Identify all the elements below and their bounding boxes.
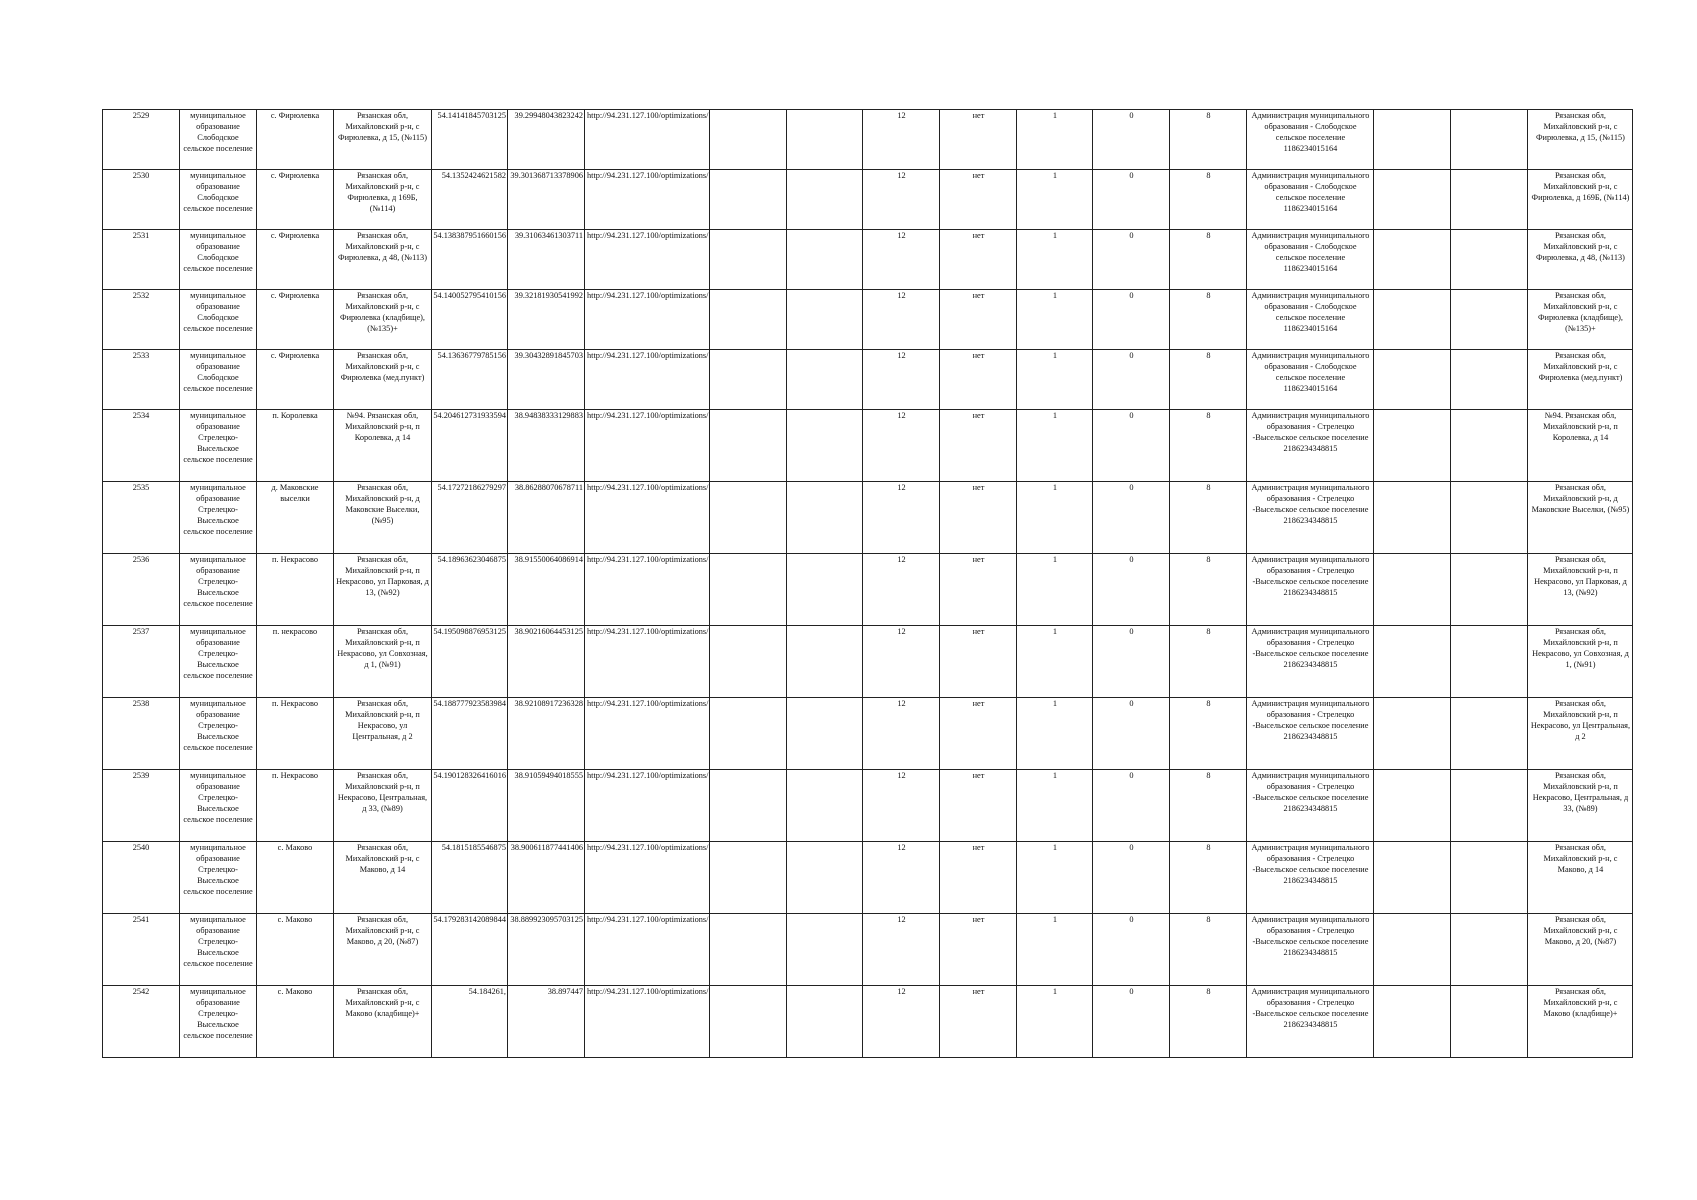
cell-col-9 bbox=[787, 482, 863, 554]
cell-municipality: муниципальное образование Стрелецко-Высельское сельское поселение bbox=[180, 770, 257, 842]
table-row bbox=[103, 842, 1633, 914]
registry-table-body bbox=[103, 110, 1633, 1058]
cell-col-9 bbox=[787, 410, 863, 482]
cell-address-repeat: Рязанская обл, Михайловский р-н, п Некрасово, Центральная, д 33, (№89) bbox=[1528, 770, 1633, 842]
cell-url: http://94.231.127.100/optimizations/ bbox=[585, 770, 710, 842]
cell-col-10: 12 bbox=[863, 770, 940, 842]
table-row bbox=[103, 914, 1633, 986]
cell-url: http://94.231.127.100/optimizations/ bbox=[585, 350, 710, 410]
cell-organization: Администрация муниципального образования - Стрелецко -Высельское сельское поселение 2186234348815 bbox=[1247, 986, 1374, 1058]
cell-col-16 bbox=[1374, 626, 1451, 698]
table-row bbox=[103, 554, 1633, 626]
cell-settlement: п. Некрасово bbox=[257, 698, 334, 770]
cell-longitude: 38.90216064453125 bbox=[508, 626, 585, 698]
cell-organization: Администрация муниципального образования - Слободское сельское поселение 1186234015164 bbox=[1247, 110, 1374, 170]
cell-address: Рязанская обл, Михайловский р-н, п Некрасово, ул Центральная, д 2 bbox=[334, 698, 432, 770]
cell-col-13: 0 bbox=[1093, 290, 1170, 350]
cell-address: Рязанская обл, Михайловский р-н, с Маково (кладбище)+ bbox=[334, 986, 432, 1058]
cell-municipality: муниципальное образование Стрелецко-Высельское сельское поселение bbox=[180, 554, 257, 626]
cell-empty bbox=[710, 170, 787, 230]
cell-col-10: 12 bbox=[863, 698, 940, 770]
cell-col-9 bbox=[787, 626, 863, 698]
cell-col-17 bbox=[1451, 554, 1528, 626]
cell-address: Рязанская обл, Михайловский р-н, п Некрасово, ул Парковая, д 13, (№92) bbox=[334, 554, 432, 626]
cell-municipality: муниципальное образование Стрелецко-Высельское сельское поселение bbox=[180, 410, 257, 482]
cell-address: Рязанская обл, Михайловский р-н, с Маково, д 14 bbox=[334, 842, 432, 914]
cell-address-repeat: Рязанская обл, Михайловский р-н, с Фирюлевка (кладбище), (№135)+ bbox=[1528, 290, 1633, 350]
cell-col-12: 1 bbox=[1017, 698, 1093, 770]
cell-col-9 bbox=[787, 230, 863, 290]
cell-col-9 bbox=[787, 698, 863, 770]
cell-settlement: с. Фирюлевка bbox=[257, 290, 334, 350]
cell-url: http://94.231.127.100/optimizations/ bbox=[585, 482, 710, 554]
cell-settlement: с. Маково bbox=[257, 842, 334, 914]
cell-col-12: 1 bbox=[1017, 410, 1093, 482]
cell-latitude: 54.18963623046875 bbox=[432, 554, 508, 626]
cell-address: Рязанская обл, Михайловский р-н, с Фирюлевка (кладбище), (№135)+ bbox=[334, 290, 432, 350]
cell-row-number: 2530 bbox=[103, 170, 180, 230]
cell-row-number: 2541 bbox=[103, 914, 180, 986]
cell-col-13: 0 bbox=[1093, 914, 1170, 986]
cell-address-repeat: Рязанская обл, Михайловский р-н, п Некрасово, ул Парковая, д 13, (№92) bbox=[1528, 554, 1633, 626]
cell-row-number: 2532 bbox=[103, 290, 180, 350]
cell-settlement: с. Фирюлевка bbox=[257, 230, 334, 290]
cell-col-14: 8 bbox=[1170, 770, 1247, 842]
cell-col-9 bbox=[787, 770, 863, 842]
cell-col-11: нет bbox=[940, 110, 1017, 170]
cell-col-14: 8 bbox=[1170, 110, 1247, 170]
cell-settlement: с. Фирюлевка bbox=[257, 110, 334, 170]
table-row bbox=[103, 482, 1633, 554]
cell-longitude: 38.91059494018555 bbox=[508, 770, 585, 842]
cell-col-16 bbox=[1374, 986, 1451, 1058]
cell-url: http://94.231.127.100/optimizations/ bbox=[585, 554, 710, 626]
cell-col-11: нет bbox=[940, 914, 1017, 986]
cell-col-16 bbox=[1374, 914, 1451, 986]
cell-latitude: 54.138387951660156 bbox=[432, 230, 508, 290]
cell-organization: Администрация муниципального образования - Слободское сельское поселение 1186234015164 bbox=[1247, 290, 1374, 350]
cell-col-17 bbox=[1451, 410, 1528, 482]
cell-url: http://94.231.127.100/optimizations/ bbox=[585, 698, 710, 770]
cell-empty bbox=[710, 482, 787, 554]
table-row bbox=[103, 230, 1633, 290]
cell-col-16 bbox=[1374, 410, 1451, 482]
cell-address-repeat: Рязанская обл, Михайловский р-н, с Маково, д 20, (№87) bbox=[1528, 914, 1633, 986]
cell-col-17 bbox=[1451, 842, 1528, 914]
table-row bbox=[103, 290, 1633, 350]
cell-empty bbox=[710, 986, 787, 1058]
cell-latitude: 54.140052795410156 bbox=[432, 290, 508, 350]
cell-col-11: нет bbox=[940, 230, 1017, 290]
cell-col-11: нет bbox=[940, 626, 1017, 698]
cell-longitude: 39.301368713378906 bbox=[508, 170, 585, 230]
cell-col-11: нет bbox=[940, 698, 1017, 770]
cell-organization: Администрация муниципального образования - Стрелецко -Высельское сельское поселение 2186234348815 bbox=[1247, 914, 1374, 986]
cell-address-repeat: Рязанская обл, Михайловский р-н, п Некрасово, ул Совхозная, д 1, (№91) bbox=[1528, 626, 1633, 698]
cell-empty bbox=[710, 914, 787, 986]
cell-row-number: 2542 bbox=[103, 986, 180, 1058]
cell-row-number: 2534 bbox=[103, 410, 180, 482]
cell-col-14: 8 bbox=[1170, 350, 1247, 410]
cell-col-13: 0 bbox=[1093, 626, 1170, 698]
cell-col-12: 1 bbox=[1017, 554, 1093, 626]
cell-col-17 bbox=[1451, 290, 1528, 350]
cell-longitude: 39.29948043823242 bbox=[508, 110, 585, 170]
cell-url: http://94.231.127.100/optimizations/ bbox=[585, 842, 710, 914]
cell-latitude: 54.179283142089844 bbox=[432, 914, 508, 986]
cell-latitude: 54.204612731933594 bbox=[432, 410, 508, 482]
cell-row-number: 2535 bbox=[103, 482, 180, 554]
cell-settlement: д. Маковские выселки bbox=[257, 482, 334, 554]
cell-organization: Администрация муниципального образования - Стрелецко -Высельское сельское поселение 2186234348815 bbox=[1247, 842, 1374, 914]
cell-settlement: с. Маково bbox=[257, 986, 334, 1058]
table-row bbox=[103, 698, 1633, 770]
cell-col-17 bbox=[1451, 350, 1528, 410]
cell-address-repeat: Рязанская обл, Михайловский р-н, с Маково, д 14 bbox=[1528, 842, 1633, 914]
cell-col-12: 1 bbox=[1017, 770, 1093, 842]
cell-empty bbox=[710, 698, 787, 770]
cell-col-9 bbox=[787, 842, 863, 914]
cell-address: Рязанская обл, Михайловский р-н, с Фирюлевка, д 169Б, (№114) bbox=[334, 170, 432, 230]
cell-col-11: нет bbox=[940, 482, 1017, 554]
cell-latitude: 54.14141845703125 bbox=[432, 110, 508, 170]
cell-longitude: 38.900611877441406 bbox=[508, 842, 585, 914]
cell-row-number: 2540 bbox=[103, 842, 180, 914]
cell-col-13: 0 bbox=[1093, 698, 1170, 770]
cell-empty bbox=[710, 626, 787, 698]
cell-col-11: нет bbox=[940, 554, 1017, 626]
cell-longitude: 39.31063461303711 bbox=[508, 230, 585, 290]
cell-empty bbox=[710, 110, 787, 170]
cell-settlement: с. Маково bbox=[257, 914, 334, 986]
cell-settlement: п. некрасово bbox=[257, 626, 334, 698]
cell-latitude: 54.13636779785156 bbox=[432, 350, 508, 410]
cell-col-16 bbox=[1374, 698, 1451, 770]
cell-col-10: 12 bbox=[863, 914, 940, 986]
cell-empty bbox=[710, 350, 787, 410]
cell-address-repeat: Рязанская обл, Михайловский р-н, с Фирюлевка, д 15, (№115) bbox=[1528, 110, 1633, 170]
cell-url: http://94.231.127.100/optimizations/ bbox=[585, 986, 710, 1058]
cell-col-11: нет bbox=[940, 986, 1017, 1058]
cell-settlement: с. Фирюлевка bbox=[257, 170, 334, 230]
cell-longitude: 38.897447 bbox=[508, 986, 585, 1058]
cell-col-9 bbox=[787, 554, 863, 626]
cell-col-17 bbox=[1451, 230, 1528, 290]
cell-col-13: 0 bbox=[1093, 842, 1170, 914]
cell-col-13: 0 bbox=[1093, 110, 1170, 170]
cell-address-repeat: Рязанская обл, Михайловский р-н, д Маковские Выселки, (№95) bbox=[1528, 482, 1633, 554]
cell-row-number: 2539 bbox=[103, 770, 180, 842]
cell-col-14: 8 bbox=[1170, 914, 1247, 986]
cell-row-number: 2537 bbox=[103, 626, 180, 698]
cell-url: http://94.231.127.100/optimizations/ bbox=[585, 626, 710, 698]
cell-col-16 bbox=[1374, 230, 1451, 290]
cell-url: http://94.231.127.100/optimizations/ bbox=[585, 170, 710, 230]
cell-col-16 bbox=[1374, 554, 1451, 626]
cell-longitude: 38.92108917236328 bbox=[508, 698, 585, 770]
cell-col-11: нет bbox=[940, 170, 1017, 230]
cell-col-14: 8 bbox=[1170, 698, 1247, 770]
cell-col-9 bbox=[787, 110, 863, 170]
cell-empty bbox=[710, 770, 787, 842]
cell-url: http://94.231.127.100/optimizations/ bbox=[585, 230, 710, 290]
cell-col-10: 12 bbox=[863, 482, 940, 554]
cell-col-10: 12 bbox=[863, 170, 940, 230]
cell-col-9 bbox=[787, 350, 863, 410]
cell-settlement: п. Некрасово bbox=[257, 554, 334, 626]
cell-col-9 bbox=[787, 986, 863, 1058]
cell-municipality: муниципальное образование Слободское сельское поселение bbox=[180, 110, 257, 170]
cell-col-17 bbox=[1451, 770, 1528, 842]
cell-col-13: 0 bbox=[1093, 410, 1170, 482]
cell-empty bbox=[710, 842, 787, 914]
cell-organization: Администрация муниципального образования - Стрелецко -Высельское сельское поселение 2186234348815 bbox=[1247, 698, 1374, 770]
cell-organization: Администрация муниципального образования - Стрелецко -Высельское сельское поселение 2186234348815 bbox=[1247, 770, 1374, 842]
cell-settlement: с. Фирюлевка bbox=[257, 350, 334, 410]
cell-col-11: нет bbox=[940, 290, 1017, 350]
cell-col-17 bbox=[1451, 110, 1528, 170]
cell-col-12: 1 bbox=[1017, 842, 1093, 914]
cell-col-14: 8 bbox=[1170, 290, 1247, 350]
cell-address-repeat: Рязанская обл, Михайловский р-н, с Фирюлевка, д 48, (№113) bbox=[1528, 230, 1633, 290]
cell-col-13: 0 bbox=[1093, 986, 1170, 1058]
cell-organization: Администрация муниципального образования - Слободское сельское поселение 1186234015164 bbox=[1247, 170, 1374, 230]
cell-col-10: 12 bbox=[863, 554, 940, 626]
cell-latitude: 54.188777923583984 bbox=[432, 698, 508, 770]
cell-col-12: 1 bbox=[1017, 230, 1093, 290]
cell-row-number: 2536 bbox=[103, 554, 180, 626]
cell-col-12: 1 bbox=[1017, 110, 1093, 170]
cell-col-17 bbox=[1451, 914, 1528, 986]
cell-col-13: 0 bbox=[1093, 230, 1170, 290]
cell-municipality: муниципальное образование Стрелецко-Высельское сельское поселение bbox=[180, 914, 257, 986]
cell-col-12: 1 bbox=[1017, 986, 1093, 1058]
cell-col-11: нет bbox=[940, 842, 1017, 914]
cell-organization: Администрация муниципального образования - Стрелецко -Высельское сельское поселение 2186234348815 bbox=[1247, 410, 1374, 482]
cell-col-12: 1 bbox=[1017, 170, 1093, 230]
cell-municipality: муниципальное образование Стрелецко-Высельское сельское поселение bbox=[180, 698, 257, 770]
cell-empty bbox=[710, 410, 787, 482]
cell-address-repeat: Рязанская обл, Михайловский р-н, с Фирюлевка (мед.пункт) bbox=[1528, 350, 1633, 410]
cell-col-11: нет bbox=[940, 410, 1017, 482]
cell-col-10: 12 bbox=[863, 986, 940, 1058]
cell-municipality: муниципальное образование Стрелецко-Высельское сельское поселение bbox=[180, 482, 257, 554]
cell-col-14: 8 bbox=[1170, 986, 1247, 1058]
cell-col-10: 12 bbox=[863, 626, 940, 698]
cell-col-16 bbox=[1374, 482, 1451, 554]
cell-latitude: 54.17272186279297 bbox=[432, 482, 508, 554]
cell-address: Рязанская обл, Михайловский р-н, с Фирюлевка (мед.пункт) bbox=[334, 350, 432, 410]
cell-row-number: 2538 bbox=[103, 698, 180, 770]
cell-organization: Администрация муниципального образования - Стрелецко -Высельское сельское поселение 2186234348815 bbox=[1247, 626, 1374, 698]
table-row bbox=[103, 350, 1633, 410]
cell-col-16 bbox=[1374, 290, 1451, 350]
cell-col-10: 12 bbox=[863, 842, 940, 914]
table-row bbox=[103, 410, 1633, 482]
cell-address: Рязанская обл, Михайловский р-н, д Маковские Выселки, (№95) bbox=[334, 482, 432, 554]
cell-municipality: муниципальное образование Стрелецко-Высельское сельское поселение bbox=[180, 626, 257, 698]
cell-latitude: 54.195098876953125 bbox=[432, 626, 508, 698]
cell-address-repeat: Рязанская обл, Михайловский р-н, с Маково (кладбище)+ bbox=[1528, 986, 1633, 1058]
cell-col-12: 1 bbox=[1017, 482, 1093, 554]
cell-address-repeat: Рязанская обл, Михайловский р-н, п Некрасово, ул Центральная, д 2 bbox=[1528, 698, 1633, 770]
cell-organization: Администрация муниципального образования - Слободское сельское поселение 1186234015164 bbox=[1247, 350, 1374, 410]
cell-col-16 bbox=[1374, 842, 1451, 914]
table-row bbox=[103, 986, 1633, 1058]
cell-settlement: п. Некрасово bbox=[257, 770, 334, 842]
cell-col-10: 12 bbox=[863, 290, 940, 350]
cell-municipality: муниципальное образование Стрелецко-Высельское сельское поселение bbox=[180, 986, 257, 1058]
cell-longitude: 38.86288070678711 bbox=[508, 482, 585, 554]
cell-col-17 bbox=[1451, 626, 1528, 698]
cell-col-13: 0 bbox=[1093, 770, 1170, 842]
cell-longitude: 39.30432891845703 bbox=[508, 350, 585, 410]
cell-col-14: 8 bbox=[1170, 842, 1247, 914]
cell-address: Рязанская обл, Михайловский р-н, с Фирюлевка, д 48, (№113) bbox=[334, 230, 432, 290]
cell-col-17 bbox=[1451, 698, 1528, 770]
cell-col-11: нет bbox=[940, 350, 1017, 410]
cell-col-17 bbox=[1451, 986, 1528, 1058]
table-row bbox=[103, 626, 1633, 698]
cell-row-number: 2531 bbox=[103, 230, 180, 290]
cell-latitude: 54.1352424621582 bbox=[432, 170, 508, 230]
cell-address: Рязанская обл, Михайловский р-н, п Некрасово, Центральная, д 33, (№89) bbox=[334, 770, 432, 842]
cell-longitude: 38.889923095703125 bbox=[508, 914, 585, 986]
cell-col-10: 12 bbox=[863, 410, 940, 482]
cell-address: Рязанская обл, Михайловский р-н, п Некрасово, ул Совхозная, д 1, (№91) bbox=[334, 626, 432, 698]
cell-col-12: 1 bbox=[1017, 914, 1093, 986]
cell-organization: Администрация муниципального образования - Стрелецко -Высельское сельское поселение 2186234348815 bbox=[1247, 554, 1374, 626]
cell-col-17 bbox=[1451, 482, 1528, 554]
cell-latitude: 54.184261, bbox=[432, 986, 508, 1058]
cell-col-14: 8 bbox=[1170, 410, 1247, 482]
cell-col-16 bbox=[1374, 770, 1451, 842]
cell-row-number: 2529 bbox=[103, 110, 180, 170]
cell-url: http://94.231.127.100/optimizations/ bbox=[585, 290, 710, 350]
table-row bbox=[103, 110, 1633, 170]
cell-col-16 bbox=[1374, 350, 1451, 410]
cell-longitude: 39.32181930541992 bbox=[508, 290, 585, 350]
cell-empty bbox=[710, 290, 787, 350]
cell-url: http://94.231.127.100/optimizations/ bbox=[585, 914, 710, 986]
registry-table bbox=[102, 109, 1633, 1058]
cell-col-13: 0 bbox=[1093, 554, 1170, 626]
cell-municipality: муниципальное образование Слободское сельское поселение bbox=[180, 230, 257, 290]
cell-col-13: 0 bbox=[1093, 482, 1170, 554]
cell-row-number: 2533 bbox=[103, 350, 180, 410]
cell-empty bbox=[710, 230, 787, 290]
cell-settlement: п. Королевка bbox=[257, 410, 334, 482]
cell-longitude: 38.94838333129883 bbox=[508, 410, 585, 482]
cell-col-10: 12 bbox=[863, 350, 940, 410]
cell-col-14: 8 bbox=[1170, 626, 1247, 698]
cell-empty bbox=[710, 554, 787, 626]
cell-col-9 bbox=[787, 290, 863, 350]
cell-municipality: муниципальное образование Стрелецко-Высельское сельское поселение bbox=[180, 842, 257, 914]
cell-col-14: 8 bbox=[1170, 482, 1247, 554]
cell-col-16 bbox=[1374, 170, 1451, 230]
table-row bbox=[103, 770, 1633, 842]
cell-col-9 bbox=[787, 170, 863, 230]
cell-address: №94. Рязанская обл, Михайловский р-н, п Королевка, д 14 bbox=[334, 410, 432, 482]
cell-col-10: 12 bbox=[863, 230, 940, 290]
cell-col-12: 1 bbox=[1017, 290, 1093, 350]
cell-municipality: муниципальное образование Слободское сельское поселение bbox=[180, 290, 257, 350]
cell-address: Рязанская обл, Михайловский р-н, с Маково, д 20, (№87) bbox=[334, 914, 432, 986]
cell-address: Рязанская обл, Михайловский р-н, с Фирюлевка, д 15, (№115) bbox=[334, 110, 432, 170]
cell-col-11: нет bbox=[940, 770, 1017, 842]
cell-url: http://94.231.127.100/optimizations/ bbox=[585, 410, 710, 482]
cell-url: http://94.231.127.100/optimizations/ bbox=[585, 110, 710, 170]
cell-organization: Администрация муниципального образования - Слободское сельское поселение 1186234015164 bbox=[1247, 230, 1374, 290]
cell-col-17 bbox=[1451, 170, 1528, 230]
cell-organization: Администрация муниципального образования - Стрелецко -Высельское сельское поселение 2186234348815 bbox=[1247, 482, 1374, 554]
cell-col-12: 1 bbox=[1017, 350, 1093, 410]
cell-municipality: муниципальное образование Слободское сельское поселение bbox=[180, 170, 257, 230]
cell-municipality: муниципальное образование Слободское сельское поселение bbox=[180, 350, 257, 410]
cell-col-16 bbox=[1374, 110, 1451, 170]
cell-address-repeat: №94. Рязанская обл, Михайловский р-н, п Королевка, д 14 bbox=[1528, 410, 1633, 482]
cell-latitude: 54.190128326416016 bbox=[432, 770, 508, 842]
cell-col-14: 8 bbox=[1170, 230, 1247, 290]
cell-latitude: 54.1815185546875 bbox=[432, 842, 508, 914]
cell-longitude: 38.91550064086914 bbox=[508, 554, 585, 626]
cell-address-repeat: Рязанская обл, Михайловский р-н, с Фирюлевка, д 169Б, (№114) bbox=[1528, 170, 1633, 230]
cell-col-14: 8 bbox=[1170, 170, 1247, 230]
cell-col-13: 0 bbox=[1093, 350, 1170, 410]
cell-col-9 bbox=[787, 914, 863, 986]
table-row bbox=[103, 170, 1633, 230]
cell-col-14: 8 bbox=[1170, 554, 1247, 626]
cell-col-10: 12 bbox=[863, 110, 940, 170]
cell-col-13: 0 bbox=[1093, 170, 1170, 230]
cell-col-12: 1 bbox=[1017, 626, 1093, 698]
